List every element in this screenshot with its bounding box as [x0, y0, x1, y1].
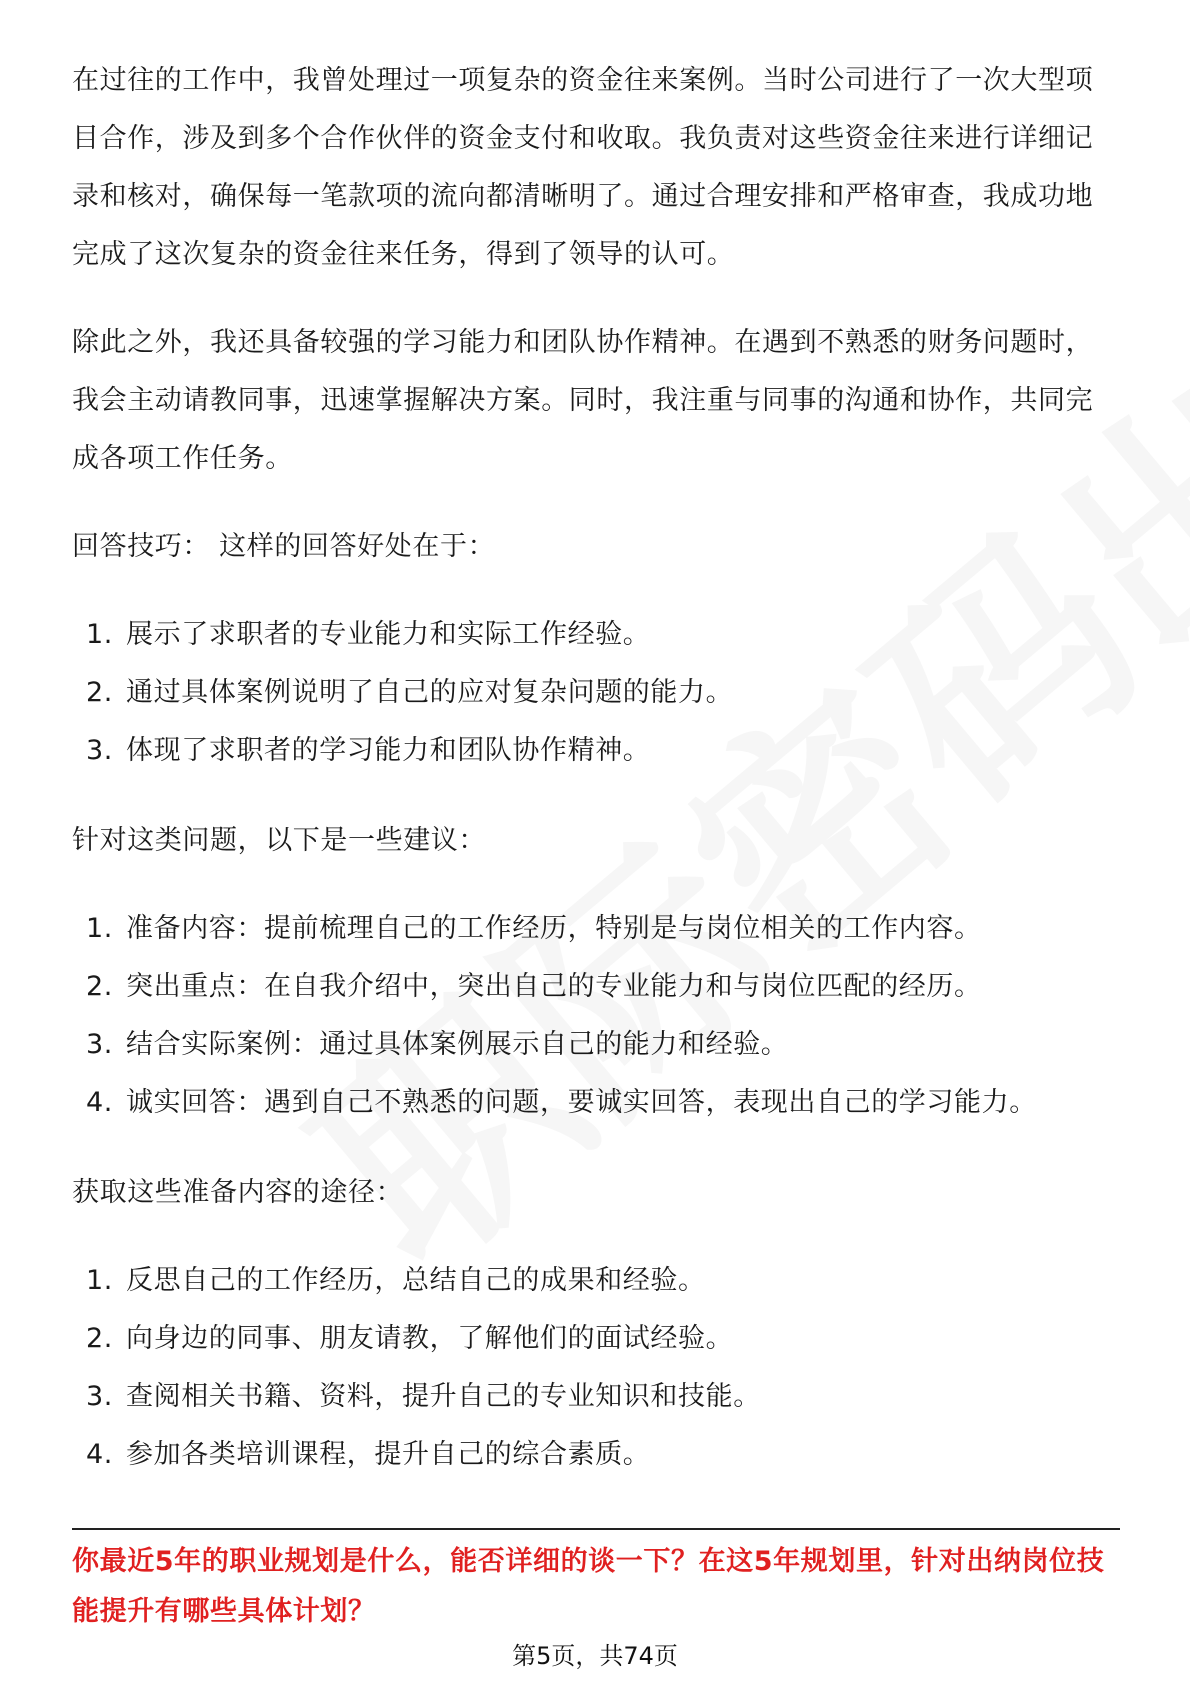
paragraph-1: 在过往的工作中，我曾处理过一项复杂的资金往来案例。当时公司进行了一次大型项目合作，涉及到多个合作伙伴的资金支付和收取。我负责对这些资金往来进行详细记录和核对，确保每一笔款项的流向都清晰明了。通过合理安排和严格审查，我成功地完成了这次复杂的资金往来任务，得到了领导的认可。	[72, 65, 1094, 270]
list-number: 1.	[86, 619, 113, 650]
list-number: 4.	[86, 1087, 113, 1118]
list-item	[72, 722, 1120, 780]
list-item	[72, 1016, 1120, 1074]
list-item	[72, 1252, 1120, 1310]
list-number: 2.	[86, 1323, 113, 1354]
list-item	[72, 664, 1120, 722]
list-number: 1.	[86, 913, 113, 944]
list-item-text: 突出重点：在自我介绍中，突出自己的专业能力和与岗位匹配的经历。	[126, 971, 982, 1002]
document-body	[72, 52, 1120, 1516]
paragraph-2: 除此之外，我还具备较强的学习能力和团队协作精神。在遇到不熟悉的财务问题时，我会主动请教同事，迅速掌握解决方案。同时，我注重与同事的沟通和协作，共同完成各项工作任务。	[72, 327, 1094, 474]
list-item-text: 向身边的同事、朋友请教，了解他们的面试经验。	[126, 1323, 734, 1354]
section-divider	[72, 1528, 1120, 1530]
list-item-text: 参加各类培训课程，提升自己的综合素质。	[126, 1439, 651, 1470]
list-item	[72, 958, 1120, 1016]
list-item	[72, 1074, 1120, 1132]
list-item-text: 准备内容：提前梳理自己的工作经历，特别是与岗位相关的工作内容。	[126, 913, 982, 944]
sources-heading: 获取这些准备内容的途径：	[72, 1177, 404, 1208]
advice-list	[72, 900, 1120, 1132]
list-item	[72, 900, 1120, 958]
list-number: 2.	[86, 677, 113, 708]
list-item	[72, 1310, 1120, 1368]
list-number: 2.	[86, 971, 113, 1002]
list-number: 3.	[86, 1381, 113, 1412]
advice-heading: 针对这类问题，以下是一些建议：	[72, 825, 486, 856]
list-item-text: 展示了求职者的专业能力和实际工作经验。	[126, 619, 651, 650]
sources-list	[72, 1252, 1120, 1484]
list-item	[72, 1426, 1120, 1484]
list-item-text: 通过具体案例说明了自己的应对复杂问题的能力。	[126, 677, 734, 708]
list-item	[72, 606, 1120, 664]
tips-list	[72, 606, 1120, 780]
list-item-text: 查阅相关书籍、资料，提升自己的专业知识和技能。	[126, 1381, 761, 1412]
list-item-text: 诚实回答：遇到自己不熟悉的问题，要诚实回答，表现出自己的学习能力。	[126, 1087, 1037, 1118]
list-item	[72, 1368, 1120, 1426]
list-item-text: 结合实际案例：通过具体案例展示自己的能力和经验。	[126, 1029, 789, 1060]
next-question-heading: 你最近5年的职业规划是什么，能否详细的谈一下？在这5年规划里，针对出纳岗位技能提升有哪些具体计划？	[72, 1546, 1105, 1627]
list-item-text: 反思自己的工作经历，总结自己的成果和经验。	[126, 1265, 706, 1296]
page-footer: 第5页，共74页	[512, 1642, 678, 1670]
list-number: 3.	[86, 735, 113, 766]
tips-heading: 回答技巧： 这样的回答好处在于：	[72, 531, 496, 562]
list-number: 4.	[86, 1439, 113, 1470]
list-item-text: 体现了求职者的学习能力和团队协作精神。	[126, 735, 651, 766]
list-number: 3.	[86, 1029, 113, 1060]
list-number: 1.	[86, 1265, 113, 1296]
